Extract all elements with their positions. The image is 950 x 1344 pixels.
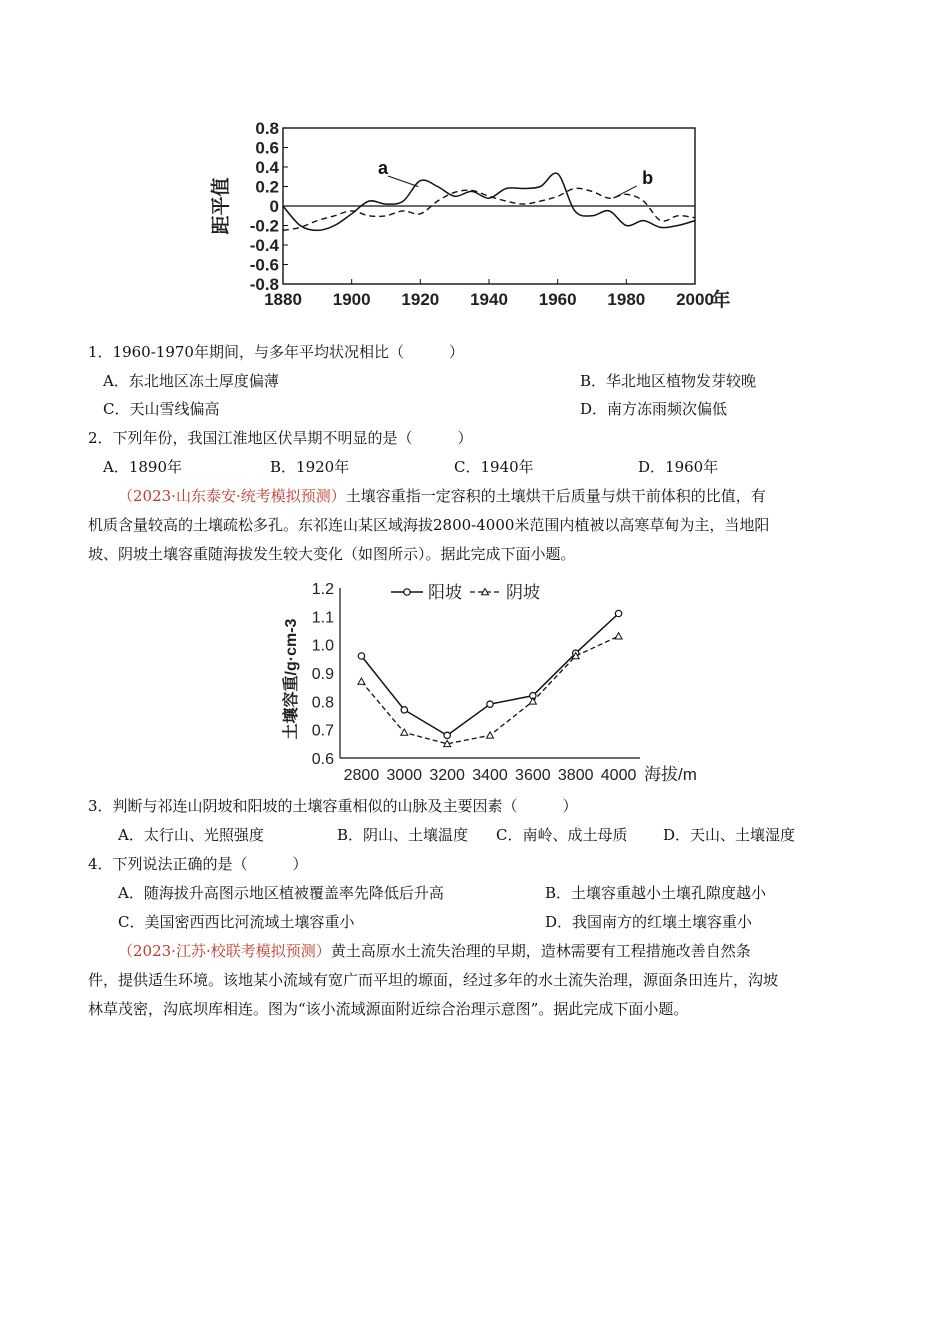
x-tick-label: 1920 [401,290,440,309]
y-tick-label: 0.7 [311,722,334,740]
q1-option-a[interactable]: A．东北地区冻土厚度偏薄 [103,372,279,390]
anomaly-chart [200,115,760,320]
q4-option-a[interactable]: A．随海拔升高图示地区植被覆盖率先降低后升高 [118,884,444,902]
passage2-first-line [118,941,751,961]
q3-option-a[interactable]: A．太行山、光照强度 [118,826,264,844]
shade-slope-point [487,732,494,738]
anomaly-chart-labels [378,158,653,198]
q4-option-d[interactable]: D．我国南方的红壤土壤容重小 [545,913,753,931]
q1-option-b[interactable]: B．华北地区植物发芽较晚 [580,372,757,390]
x-unit-label: 年 [711,290,731,311]
series-b-label: b [642,168,654,188]
q1-option-d[interactable]: D．南方冻雨频次偏低 [580,400,728,418]
q3-option-c[interactable]: C．南岭、成土母质 [496,826,628,844]
passage1-line1: 土壤容重指一定容积的土壤烘干后质量与烘干前体积的比值，有 [345,487,766,505]
y-tick-label: 0.6 [311,751,334,768]
passage2-source: （2023·江苏·校联考模拟预测） [118,942,331,960]
x-tick-label: 1960 [538,290,577,309]
shade-slope-point [401,729,408,735]
y-axis-label: 距平值 [211,177,232,235]
q2-option-a[interactable]: A．1890年 [103,458,183,476]
q1-stem: 1．1960-1970年期间，与多年平均状况相比（ ） [88,343,464,361]
y-tick-label: 1.1 [311,609,334,627]
soil-density-chart-series [358,610,622,746]
sunny-slope-point [444,732,450,738]
y-tick-label: 0.6 [255,138,279,158]
sunny-slope-point [358,653,364,659]
sunny-slope-point [615,610,621,616]
passage1-first-line [118,486,766,506]
series-b-leader [613,186,636,198]
anomaly-chart-axes [209,119,731,311]
y-tick-label: 1.2 [311,581,334,598]
x-tick-label: 3200 [429,767,465,784]
series-a-line [283,173,695,230]
x-tick-label: 3000 [386,767,423,784]
legend-sunny-label: 阳坡 [428,583,462,602]
q2-option-d[interactable]: D．1960年 [638,458,719,476]
y-axis-label: 土壤容重/g·cm-3 [283,618,300,740]
x-axis-label: 海拔/m [644,765,697,784]
passage2-line2: 件，提供适生环境。该地某小流域有宽广而平坦的塬面，经过多年的水土流失治理，源面条田连片，沟坡 [88,971,779,989]
y-tick-label: 0.8 [311,694,334,712]
sunny-slope-point [487,701,493,707]
passage2-line3: 林草茂密，沟底坝库相连。图为“该小流域源面附近综合治理示意图”。据此完成下面小题。 [88,1000,689,1018]
y-tick-label: -0.2 [249,216,279,236]
q2-option-b[interactable]: B．1920年 [270,458,350,476]
shade-slope-point [615,633,622,639]
x-tick-label: 1980 [607,290,646,309]
q3-stem: 3．判断与祁连山阴坡和阳坡的土壤容重相似的山脉及主要因素（ ） [88,797,578,815]
anomaly-chart-series [283,173,695,230]
q4-option-c[interactable]: C．美国密西西比河流域土壤容重小 [118,913,355,931]
x-tick-label: 1880 [264,290,302,309]
y-tick-label: 1.0 [311,637,334,655]
q2-option-c[interactable]: C．1940年 [454,458,534,476]
sunny-slope-line [361,614,618,736]
legend-sunny-marker [404,589,410,595]
q4-option-b[interactable]: B．土壤容重越小土壤孔隙度越小 [545,884,767,902]
sunny-slope-point [401,707,407,713]
y-tick-label: -0.4 [249,236,279,255]
y-tick-label: -0.8 [249,275,279,294]
x-tick-label: 2800 [343,767,380,784]
x-tick-label: 4000 [600,767,637,784]
y-tick-label: 0.8 [255,119,279,138]
shade-slope-line [361,636,618,744]
x-tick-label: 2000 [676,290,714,309]
series-a-leader [388,176,418,187]
soil-density-chart [278,575,718,790]
q2-stem: 2．下列年份，我国江淮地区伏旱期不明显的是（ ） [88,429,473,447]
x-tick-label: 3800 [557,767,594,784]
y-tick-label: 0.4 [255,158,279,177]
passage2-line1: 黄土高原水土流失治理的早期，造林需要有工程措施改善自然条 [330,942,751,960]
passage1-line3: 坡、阴坡土壤容重随海拔发生较大变化（如图所示）。据此完成下面小题。 [88,545,576,563]
legend-shade-label: 阴坡 [506,583,540,602]
x-tick-label: 1900 [332,290,371,309]
y-tick-label: 0.9 [311,666,334,683]
x-tick-label: 3600 [515,767,551,784]
x-tick-label: 3400 [472,767,508,784]
soil-density-chart-axes [281,581,697,784]
series-a-label: a [378,158,389,178]
q3-option-b[interactable]: B．阴山、土壤温度 [337,826,469,844]
soil-density-chart-legend [391,583,540,602]
passage1-source: （2023·山东泰安·统考模拟预测） [118,487,346,505]
x-tick-label: 1940 [470,290,508,309]
q4-stem: 4．下列说法正确的是（ ） [88,855,308,873]
q1-option-c[interactable]: C．天山雪线偏高 [103,400,220,418]
passage1-line2: 机质含量较高的土壤疏松多孔。东祁连山某区域海拔2800-4000米范围内植被以高寒草甸为主，当地阳 [88,516,770,534]
y-tick-label: 0 [269,197,279,216]
y-tick-label: -0.6 [249,255,279,275]
shade-slope-point [358,678,365,684]
q3-option-d[interactable]: D．天山、土壤湿度 [663,826,796,844]
y-tick-label: 0.2 [255,177,279,197]
